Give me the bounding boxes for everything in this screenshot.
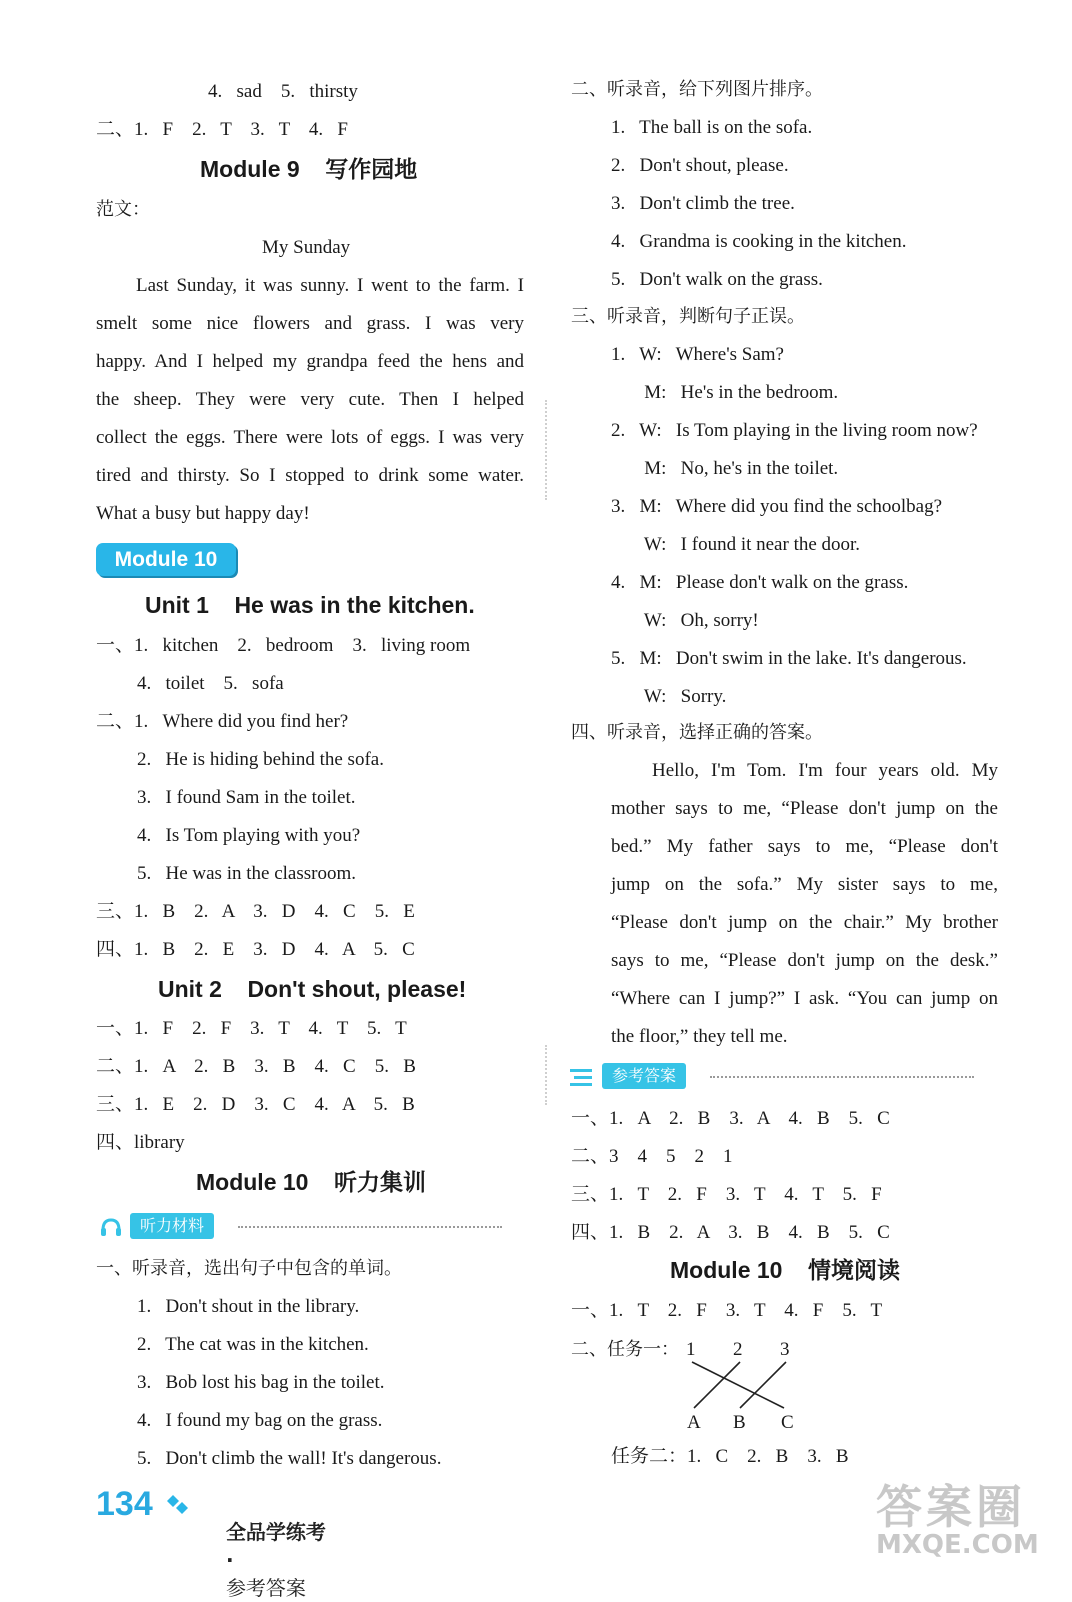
watermark-url: MXQE.COM [876,1530,1039,1560]
section-title: Module 9 写作园地 [200,156,418,182]
answer-line: 二、1. Where did you find her? [96,711,349,732]
essay-line: Last Sunday, it was sunny. I went to the farm. I [136,275,524,296]
essay-line: What a busy but happy day! [96,503,310,524]
task-label: 二、任务一： [571,1339,679,1360]
module-badge: Module 10 [96,543,236,576]
essay-line: tired and thirsty. So I stopped to drink some water. [96,465,524,486]
section-tag: 参考答案 [602,1063,686,1089]
page-number: 134 [96,1485,153,1523]
answer-line: 一、1. kitchen 2. bedroom 3. living room [96,635,471,656]
answer-line: 一、1. F 2. F 3. T 4. T 5. T [96,1018,407,1039]
question-heading: 一、听录音，选出句子中包含的单词。 [96,1258,402,1279]
list-item: 2. The cat was in the kitchen. [137,1334,369,1355]
passage-line: mother says to me, “Please don't jump on the [611,798,998,819]
list-item: 1. The ball is on the sofa. [611,117,813,138]
dialogue-line: M: No, he's in the toilet. [611,458,839,479]
answer-line: 5. He was in the classroom. [137,863,356,884]
footer-title [212,1490,326,1602]
answer-line: 四、1. B 2. E 3. D 4. A 5. C [96,939,415,960]
match-number: 2 [733,1339,743,1360]
passage-line: says to me, “Please don't jump on the desk.” [611,950,998,971]
section-title: Module 10 情境阅读 [670,1257,901,1283]
answer-line: 4. Is Tom playing with you? [137,825,361,846]
passage-line: jump on the sofa.” My sister says to me, [611,874,998,895]
section-title: Module 10 听力集训 [196,1169,427,1195]
list-item: 2. Don't shout, please. [611,155,789,176]
list-item: 4. Grandma is cooking in the kitchen. [611,231,907,252]
match-letter: A [687,1412,701,1433]
answer-line: 3. I found Sam in the toilet. [137,787,356,808]
match-number: 1 [686,1339,696,1360]
dialogue-line: W: Sorry. [611,686,727,707]
match-letter: C [781,1412,794,1433]
answer-line: 任务二：1. C 2. B 3. B [611,1446,849,1467]
answer-line: 4. toilet 5. sofa [137,673,284,694]
dialogue-line: M: He's in the bedroom. [611,382,839,403]
list-item: 1. Don't shout in the library. [137,1296,360,1317]
question-heading: 二、听录音，给下列图片排序。 [571,79,823,100]
column-divider [545,1045,547,1105]
answer-line: 四、1. B 2. A 3. B 4. B 5. C [571,1222,890,1243]
passage-line: “Please don't jump on the chair.” My brother [611,912,998,933]
dialogue-line: 4. M: Please don't walk on the grass. [611,572,909,593]
unit-title: Unit 1 He was in the kitchen. [145,592,475,618]
match-number: 3 [780,1339,790,1360]
essay-line: the sheep. They were very cute. Then I helped [96,389,524,410]
essay-line: happy. And I helped my grandpa feed the hens and [96,351,524,372]
footer-subtitle: 参考答案 [225,1576,306,1600]
list-item: 3. Don't climb the tree. [611,193,795,214]
list-item: 5. Don't climb the wall! It's dangerous. [137,1448,442,1469]
answer-line: 一、1. A 2. B 3. A 4. B 5. C [571,1108,890,1129]
answer-line: 三、1. E 2. D 3. C 4. A 5. B [96,1094,415,1115]
headphone-icon [99,1216,123,1238]
question-heading: 四、听录音，选择正确的答案。 [571,722,823,743]
list-item: 3. Bob lost his bag in the toilet. [137,1372,385,1393]
diamond-icon [166,1494,190,1516]
answer-line: 二、3 4 5 2 1 [571,1146,733,1167]
unit-title: Unit 2 Don't shout, please! [158,976,467,1002]
passage-line: bed.” My father says to me, “Please don't [611,836,998,857]
passage-line: the floor,” they tell me. [611,1026,788,1047]
essay-title: My Sunday [262,237,351,258]
essay-line: collect the eggs. There were lots of eggs. I was very [96,427,524,448]
list-item: 5. Don't walk on the grass. [611,269,823,290]
dialogue-line: W: I found it near the door. [611,534,861,555]
matching-lines [680,1360,800,1412]
label: 范文： [96,199,150,220]
divider [710,1076,974,1078]
essay-line: smelt some nice flowers and grass. I was very [96,313,524,334]
question-heading: 三、听录音，判断句子正误。 [571,306,805,327]
answer-line: 四、library [96,1132,185,1153]
dialogue-line: 2. W: Is Tom playing in the living room now? [611,420,978,441]
answer-line: 2. He is hiding behind the sofa. [137,749,384,770]
book-title: 全品学练考 [225,1520,326,1544]
separator-dot: · [225,1548,234,1572]
watermark-logo: 答案圈 [876,1480,1026,1534]
list-item: 4. I found my bag on the grass. [137,1410,383,1431]
dialogue-line: 3. M: Where did you find the schoolbag? [611,496,943,517]
watermark [876,1480,1039,1560]
divider [238,1226,502,1228]
answer-line: 二、1. F 2. T 3. T 4. F [96,119,348,140]
section-tag: 听力材料 [130,1213,214,1239]
passage-line: “Where can I jump?” I ask. “You can jump on [611,988,998,1009]
match-letter: B [733,1412,746,1433]
answer-line: 三、1. T 2. F 3. T 4. T 5. F [571,1184,882,1205]
answer-line: 一、1. T 2. F 3. T 4. F 5. T [571,1300,883,1321]
passage-line: Hello, I'm Tom. I'm four years old. My [652,760,998,781]
answer-line: 二、1. A 2. B 3. B 4. C 5. B [96,1056,416,1077]
dialogue-line: W: Oh, sorry! [611,610,759,631]
dialogue-line: 5. M: Don't swim in the lake. It's dangerous. [611,648,967,669]
answer-line: 4. sad 5. thirsty [208,81,358,102]
dialogue-line: 1. W: Where's Sam? [611,344,784,365]
answer-line: 三、1. B 2. A 3. D 4. C 5. E [96,901,415,922]
column-divider [545,400,547,500]
list-icon [570,1066,596,1088]
